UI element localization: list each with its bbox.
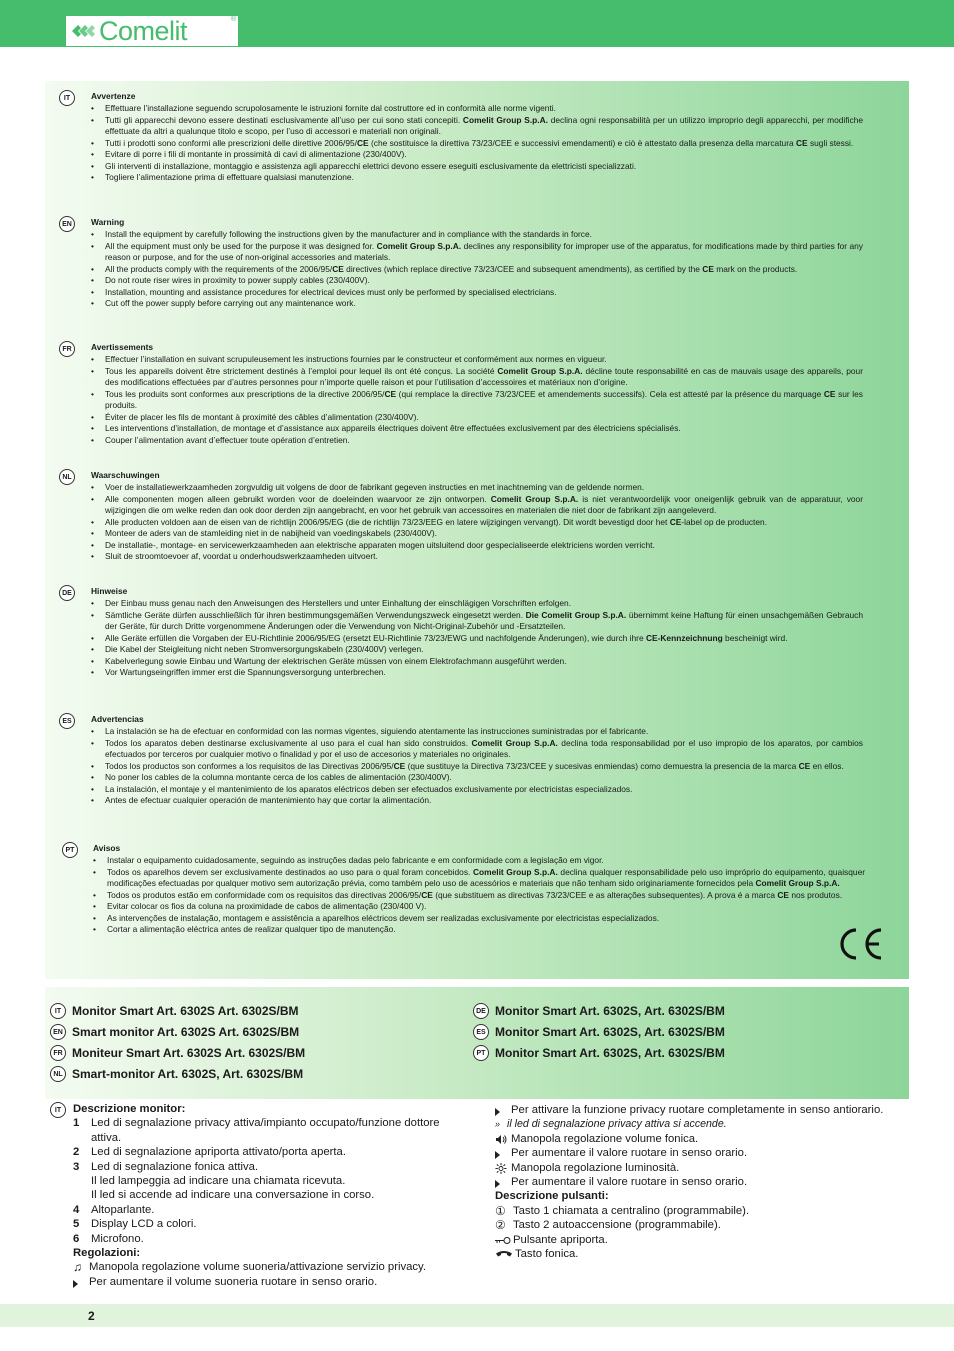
- warning-item: • Tutti i prodotti sono conformi alle prescrizioni delle direttive 2006/95/CE (che sostituisce la direttiva 73/23/CEE e successivi emendamenti) e ciò è attestato dalla presenza della marcatura CE sugli stessi.: [91, 138, 909, 150]
- warning-title: Warning: [91, 217, 125, 227]
- warning-item: • Vor Wartungseingriffen immer erst die Spannungsversorgung unterbrechen.: [91, 667, 909, 679]
- warning-item: • Alle producten voldoen aan de eisen van de richtlijn 2006/95/EG (die de richtlijn 73/23/EEG en latere wijzigingen vervangt). Dit wordt bevestigd door het CE-label op de producten.: [91, 517, 909, 529]
- button-2-line: [495, 1218, 885, 1232]
- button-1-text: Tasto 1 chiamata a centralino (programmabile).: [513, 1204, 750, 1217]
- item-text: Led di segnalazione privacy attiva/impianto occupato/funzione dottore attiva.: [91, 1117, 440, 1144]
- voice-volume-text: Manopola regolazione volume fonica.: [511, 1132, 699, 1145]
- page-number: 2: [88, 1309, 95, 1323]
- door-button-line: [495, 1233, 885, 1247]
- button-2-text: Tasto 2 autoaccensione (programmabile).: [513, 1219, 721, 1232]
- description-item-5: [73, 1217, 470, 1231]
- warning-item: • All the equipment must only be used for the purpose it was designed for. Comelit Group S.p.A. declines any responsibility for improper use of the apparatus, for modifications made by third parties for any reason or purpose, and for the use of non-original accessories and materials.: [91, 241, 909, 264]
- item-number: 6: [73, 1232, 80, 1245]
- circled-two-icon: ②: [495, 1218, 506, 1233]
- warning-list: [91, 229, 909, 310]
- warning-item: • Monteer de aders van de stamleiding niet in de nabijheid van voedingskabels (230/400V).: [91, 528, 909, 540]
- speaker-volume-icon: [495, 1134, 507, 1145]
- product-title-fr: [50, 1045, 305, 1061]
- warning-item: • Effettuare l’installazione seguendo scrupolosamente le istruzioni fornite dal costruttore ed in conformità alle norme vigenti.: [91, 103, 909, 115]
- warning-list: [91, 726, 909, 807]
- product-title-de: [473, 1003, 725, 1019]
- voice-volume-arrow-line: [495, 1146, 885, 1160]
- phone-handset-icon: [495, 1249, 513, 1260]
- brightness-arrow-line: [495, 1175, 885, 1189]
- product-title-text: Smart monitor Art. 6302S Art. 6302S/BM: [72, 1025, 300, 1039]
- brightness-line: [495, 1161, 885, 1175]
- warning-item: • Installation, mounting and assistance procedures for electrical devices must only be performed by specialised electricians.: [91, 287, 909, 299]
- warning-item: • La instalación, el montaje y el mantenimiento de los aparatos eléctricos deben ser efectuados exclusivamente por electricistas especializados.: [91, 784, 909, 796]
- item3-sub-line-1: Il led lampeggia ad indicare una chiamata ricevuta.: [91, 1175, 346, 1188]
- door-button-text: Pulsante apriporta.: [513, 1233, 608, 1246]
- brightness-icon: [495, 1163, 507, 1174]
- warning-item: • Sluit de stroomtoevoer af, voordat u onderhoudswerkzaamheden uitvoert.: [91, 551, 909, 563]
- brightness-text: Manopola regolazione luminosità.: [511, 1161, 680, 1174]
- triangle-right-icon: [73, 1278, 85, 1289]
- warning-item: • Tous les appareils doivent être strictement destinés à l’emploi pour lequel ils ont été conçus. La société Comelit Group S.p.A. décline toute responsabilité en cas de mauvais usage des appareils, pour des modifications effectuées par d’autres personnes pour n’importe quelle raison et pour l’utilisation d’accessoires et matériaux non d’origine.: [91, 366, 909, 389]
- privacy-arrow-line: [495, 1103, 885, 1117]
- comelit-logo-mark-icon: [70, 20, 96, 42]
- lang-badge-nl: NL: [50, 1066, 66, 1082]
- warning-item: • Effectuer l’installation en suivant scrupuleusement les instructions fournies par le constructeur et conformément aux normes en vigueur.: [91, 354, 909, 366]
- warning-list: [91, 354, 909, 446]
- page-header: [0, 0, 954, 47]
- description-left-column: [50, 1102, 470, 1289]
- warning-title: Avvertenze: [91, 91, 136, 101]
- description-list: [73, 1116, 470, 1174]
- item-text: Display LCD a colori.: [91, 1218, 197, 1231]
- warning-list: [91, 598, 909, 679]
- voice-volume-line: [495, 1132, 885, 1146]
- circled-one-icon: ①: [495, 1203, 506, 1218]
- warning-item: • No poner los cables de la columna montante cerca de los cables de alimentación (230/400V).: [91, 772, 909, 784]
- warning-item: • Alle componenten mogen alleen gebruikt worden voor de doeleinden waarvoor ze zijn ontworpen. Comelit Group S.p.A. is niet verantwoordelijk voor oneigenlijk gebruik van de apparatuur, voor wijzigingen die om welke reden dan ook door derden zijn aangebracht, en voor het gebruik van accessoires en materialen die niet door de fabrikant zijn aangeleverd.: [91, 494, 909, 517]
- warning-item: • De installatie-, montage- en servicewerkzaamheden aan elektrische apparaten mogen uitsluitend door gespecialiseerde elektriciens worden verricht.: [91, 540, 909, 552]
- warning-item: • Togliere l’alimentazione prima di effettuare qualsiasi manutenzione.: [91, 172, 909, 184]
- warning-item: • All the products comply with the requirements of the 2006/95/CE directives (which replace directive 73/23/CEE and subsequent amendments), as certified by the CE mark on the products.: [91, 264, 909, 276]
- warning-item: • Antes de efectuar cualquier operación de mantenimiento hay que cortar la alimentación.: [91, 795, 909, 807]
- warning-item: • Tous les produits sont conformes aux prescriptions de la directive 2006/95/CE (qui remplace la directive 73/23/CEE et amendements successifs). Cela est attesté par la présence du marquage CE sur les produits.: [91, 389, 909, 412]
- lang-badge-de: DE: [59, 585, 75, 601]
- description-item-3: [73, 1160, 470, 1174]
- product-title-text: Moniteur Smart Art. 6302S Art. 6302S/BM: [72, 1046, 306, 1060]
- lang-badge-es: ES: [473, 1024, 489, 1040]
- lang-badge-de: DE: [473, 1003, 489, 1019]
- warning-item: • Gli interventi di installazione, montaggio e assistenza agli apparecchi elettrici devono essere eseguiti esclusivamente da elettricisti specializzati.: [91, 161, 909, 173]
- lang-badge-fr: FR: [50, 1045, 66, 1061]
- voice-volume-arrow-text: Per aumentare il valore ruotare in senso orario.: [511, 1147, 748, 1160]
- item-number: 3: [73, 1160, 80, 1173]
- lang-badge-it: IT: [59, 90, 75, 106]
- warning-list: [93, 855, 911, 936]
- lang-badge-nl: NL: [59, 469, 75, 485]
- warning-item: • Todos los productos son conformes a los requisitos de las Directivas 2006/95/CE (que sustituye la Directiva 73/23/CEE y sucesivas enmiendas) como demuestra la presencia de la marca CE en ellos.: [91, 761, 909, 773]
- warning-item: • As intervenções de instalação, montagem e assistência a aparelhos eléctricos devem ser realizadas exclusivamente por electricistas especializados.: [93, 913, 911, 925]
- comelit-logo: [66, 16, 238, 46]
- product-title-text: Smart-monitor Art. 6302S, Art. 6302S/BM: [72, 1067, 304, 1081]
- item-number: 4: [73, 1203, 80, 1216]
- warning-item: • La instalación se ha de efectuar en conformidad con las normas vigentes, siguiendo atentamente las instrucciones suministradas por el fabricante.: [91, 726, 909, 738]
- warning-item: • Evitar colocar os fios da coluna na proximidade de cabos de alimentação (230/400 V).: [93, 901, 911, 913]
- warning-item: • Cortar a alimentação eléctrica antes de realizar qualquer tipo de manutenção.: [93, 924, 911, 936]
- buttons-heading: Descrizione pulsanti:: [495, 1190, 609, 1203]
- ringer-volume-text: Manopola regolazione volume suoneria/attivazione servizio privacy.: [89, 1261, 426, 1274]
- item-text: Microfono.: [91, 1232, 144, 1245]
- description-heading: Descrizione monitor:: [73, 1103, 186, 1115]
- description-right-column: [495, 1103, 885, 1261]
- warning-item: • Tutti gli apparecchi devono essere destinati esclusivamente all’uso per cui sono stati concepiti. Comelit Group S.p.A. declina ogni responsabilità per un utilizzo improprio degli apparecchi, per modifiche effettuate da altri a qualunque titolo e scopo, per l’uso di accessori e materiali non originali.: [91, 115, 909, 138]
- warning-title: Avisos: [93, 843, 121, 853]
- item-text: Led di segnalazione apriporta attivato/porta aperta.: [91, 1146, 346, 1159]
- phone-button-text: Tasto fonica.: [515, 1248, 579, 1261]
- triangle-right-icon: [495, 1178, 507, 1189]
- double-chevron-icon: »: [495, 1119, 501, 1130]
- page-footer: [0, 1304, 954, 1327]
- registered-mark: ®: [230, 16, 236, 23]
- lang-badge-fr: FR: [59, 341, 75, 357]
- privacy-note: [495, 1117, 885, 1131]
- item-number: 1: [73, 1117, 80, 1130]
- phone-button-line: [495, 1247, 885, 1261]
- triangle-right-icon: [495, 1106, 507, 1117]
- warning-item: • Todos los aparatos deben destinarse exclusivamente al uso para el cual han sido construidos. Comelit Group S.p.A. declina toda responsabilidad por el uso impropio de los aparatos, por cambios efectuados por terceros por cualquier motivo o finalidad y por el uso de accesorios y materiales no originales.: [91, 738, 909, 761]
- warning-title: Advertencias: [91, 714, 144, 724]
- warnings-panel: [45, 81, 909, 979]
- lang-badge-en: EN: [59, 216, 75, 232]
- warning-title: Hinweise: [91, 586, 128, 596]
- button-1-line: [495, 1204, 885, 1218]
- privacy-arrow-text: Per attivare la funzione privacy ruotare completamente in senso antiorario.: [511, 1104, 884, 1116]
- lang-badge-pt: PT: [62, 842, 78, 858]
- triangle-right-icon: [495, 1149, 507, 1160]
- product-titles-panel: [45, 987, 909, 1099]
- lang-badge-pt: PT: [473, 1045, 489, 1061]
- item-text: Led di segnalazione fonica attiva.: [91, 1160, 259, 1173]
- warning-item: • Kabelverlegung sowie Einbau und Wartung der elektrischen Geräte müssen von einem Elektrofachmann ausgeführt werden.: [91, 656, 909, 668]
- warning-item: • Cut off the power supply before carrying out any maintenance work.: [91, 298, 909, 310]
- warning-item: • Do not route riser wires in proximity to power supply cables (230/400V).: [91, 275, 909, 287]
- warning-item: • Les interventions d’installation, de montage et d’assistance aux appareils électriques doivent être effectuées exclusivement par des électriciens spécialisés.: [91, 423, 909, 435]
- description-item-2: [73, 1145, 470, 1159]
- warning-item: • Sämtliche Geräte dürfen ausschließlich für ihren bestimmungsgemäßen Verwendungszweck eingesetzt werden. Die Comelit Group S.p.A. übernimmt keine Haftung für einen unsachgemäßen Gebrauch der Geräte, für durch Dritte vorgenommene Änderungen oder die Verwendung von Nicht-Original-Zubehör und -Ersatzteilen.: [91, 610, 909, 633]
- item-number: 5: [73, 1218, 80, 1231]
- product-title-text: Monitor Smart Art. 6302S, Art. 6302S/BM: [495, 1025, 725, 1039]
- product-title-it: [50, 1003, 299, 1019]
- warning-item: • Couper l’alimentation avant d’effectuer toute opération d’entretien.: [91, 435, 909, 447]
- product-title-pt: [473, 1045, 725, 1061]
- warning-list: [91, 103, 909, 184]
- warning-item: • Todos os produtos estão em conformidade com os requisitos das directivas 2006/95/CE (que substituem as directivas 73/23/CEE e as alterações subsequentes). A prova é a marca CE nos produtos.: [93, 890, 911, 902]
- warning-item: • Der Einbau muss genau nach den Anweisungen des Herstellers und unter Einhaltung der einschlägigen Vorschriften erfolgen.: [91, 598, 909, 610]
- description-item-1: [73, 1116, 470, 1145]
- item-number: 2: [73, 1146, 80, 1159]
- key-icon: [495, 1235, 511, 1246]
- lang-badge-it: IT: [50, 1003, 66, 1019]
- product-title-text: Monitor Smart Art. 6302S Art. 6302S/BM: [72, 1004, 299, 1018]
- item3-sub-line-2: Il led si accende ad indicare una conversazione in corso.: [91, 1189, 375, 1202]
- logo-wordmark: Comelit: [99, 16, 188, 46]
- product-title-nl: [50, 1066, 303, 1082]
- description-item-6: [73, 1232, 470, 1246]
- product-title-en: [50, 1024, 299, 1040]
- regolazioni-heading: Regolazioni:: [73, 1247, 141, 1260]
- ringer-volume-arrow-text: Per aumentare il volume suoneria ruotare in senso orario.: [89, 1275, 378, 1288]
- product-title-es: [473, 1024, 725, 1040]
- warning-item: • Éviter de placer les fils de montant à proximité des câbles d’alimentation (230/400V).: [91, 412, 909, 424]
- warning-title: Avertissements: [91, 342, 154, 352]
- lang-badge-es: ES: [59, 713, 75, 729]
- warning-item: • Todos os aparelhos devem ser exclusivamente destinados ao uso para o qual foram concebidos. Comelit Group S.p.A. declina qualquer responsabilidade pelo uso impróprio do equipamento, quaisquer modificações efectuadas por qualquer motivo sem autorização prévia, como também pelo uso de acessórios e materiais que não tenham sido originariamente fornecidos pela Comelit Group S.p.A.: [93, 867, 911, 890]
- warning-list: [91, 482, 909, 563]
- warning-item: • Evitare di porre i fili di montante in prossimità di cavi di alimentazione (230/400V).: [91, 149, 909, 161]
- ringer-volume-line: [73, 1260, 470, 1274]
- lang-badge-it: IT: [50, 1102, 66, 1118]
- warning-item: • Install the equipment by carefully following the instructions given by the manufacturer and in compliance with the standards in force.: [91, 229, 909, 241]
- lang-badge-en: EN: [50, 1024, 66, 1040]
- warning-item: • Alle Geräte erfüllen die Vorgaben der EU-Richtlinie 2006/95/EG (ersetzt EU-Richtlinie 73/23/EWG und nachfolgende Änderungen), wie durch ihre CE-Kennzeichnung bescheinigt wird.: [91, 633, 909, 645]
- item-text: Altoparlante.: [91, 1203, 155, 1216]
- warning-title: Waarschuwingen: [91, 470, 160, 480]
- music-note-icon: ♫: [73, 1260, 82, 1275]
- warning-item: • Instalar o equipamento cuidadosamente, seguindo as instruções dadas pelo fabricante e em conformidade com a legislação em vigor.: [93, 855, 911, 867]
- brightness-arrow-text: Per aumentare il valore ruotare in senso orario.: [511, 1176, 748, 1189]
- ringer-volume-arrow-line: [73, 1275, 470, 1289]
- description-item-4: [73, 1203, 470, 1217]
- warning-item: • Voer de installatiewerkzaamheden zorgvuldig uit volgens de door de fabrikant gegeven instructies en met inachtneming van de geldende normen.: [91, 482, 909, 494]
- description-list-2: [73, 1203, 470, 1246]
- product-title-text: Monitor Smart Art. 6302S, Art. 6302S/BM: [495, 1046, 725, 1060]
- product-title-text: Monitor Smart Art. 6302S, Art. 6302S/BM: [495, 1004, 725, 1018]
- warning-item: • Die Kabel der Steigleitung nicht neben Stromversorgungskabeln (230/400V) verlegen.: [91, 644, 909, 656]
- privacy-note-text: il led di segnalazione privacy attiva si accende.: [507, 1118, 727, 1131]
